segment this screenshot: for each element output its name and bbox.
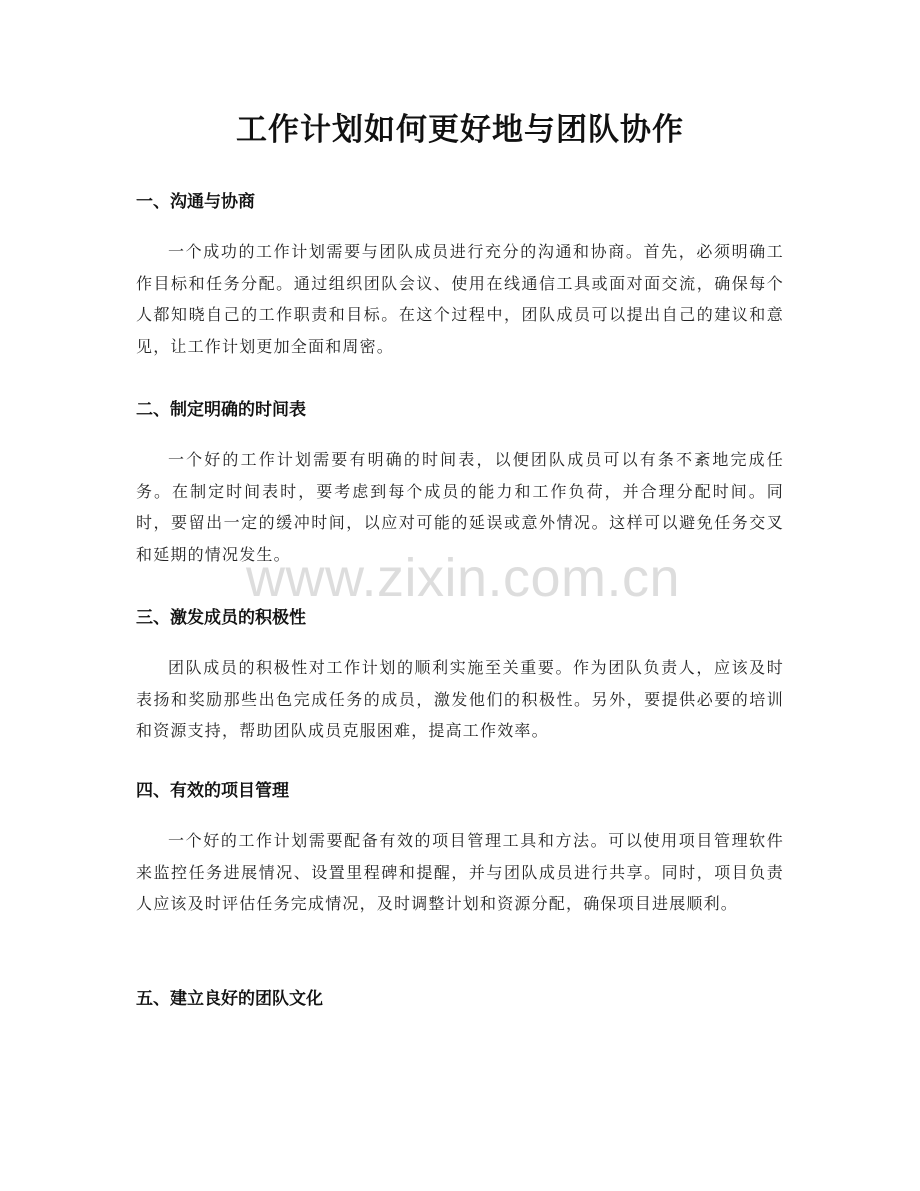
watermark: www.zixin.com.cn <box>245 548 681 608</box>
section-heading-5: 五、建立良好的团队文化 <box>136 989 323 1009</box>
section-body-2: 一个好的工作计划需要有明确的时间表，以便团队成员可以有条不紊地完成任务。在制定时间表时，要考虑到每个成员的能力和工作负荷，并合理分配时间。同时，要留出一定的缓冲时间，以应对可能的延误或意外情况。这样可以避免任务交叉和延期的情况发生。 <box>136 450 784 564</box>
section-heading-1: 一、沟通与协商 <box>136 192 255 212</box>
section-body-1: 一个成功的工作计划需要与团队成员进行充分的沟通和协商。首先，必须明确工作目标和任务分配。通过组织团队会议、使用在线通信工具或面对面交流，确保每个人都知晓自己的工作职责和目标。在这个过程中，团队成员可以提出自己的建议和意见，让工作计划更加全面和周密。 <box>136 242 784 356</box>
section-heading-4: 四、有效的项目管理 <box>136 781 289 801</box>
section-heading-2: 二、制定明确的时间表 <box>136 400 306 420</box>
section-heading-3: 三、激发成员的积极性 <box>136 608 306 628</box>
page-title: 工作计划如何更好地与团队协作 <box>236 112 684 148</box>
section-body-4: 一个好的工作计划需要配备有效的项目管理工具和方法。可以使用项目管理软件来监控任务进展情况、设置里程碑和提醒，并与团队成员进行共享。同时，项目负责人应该及时评估任务完成情况，及时调整计划和资源分配，确保项目进展顺利。 <box>136 831 784 913</box>
section-body-3: 团队成员的积极性对工作计划的顺利实施至关重要。作为团队负责人，应该及时表扬和奖励那些出色完成任务的成员，激发他们的积极性。另外，要提供必要的培训和资源支持，帮助团队成员克服困难，提高工作效率。 <box>136 658 784 740</box>
